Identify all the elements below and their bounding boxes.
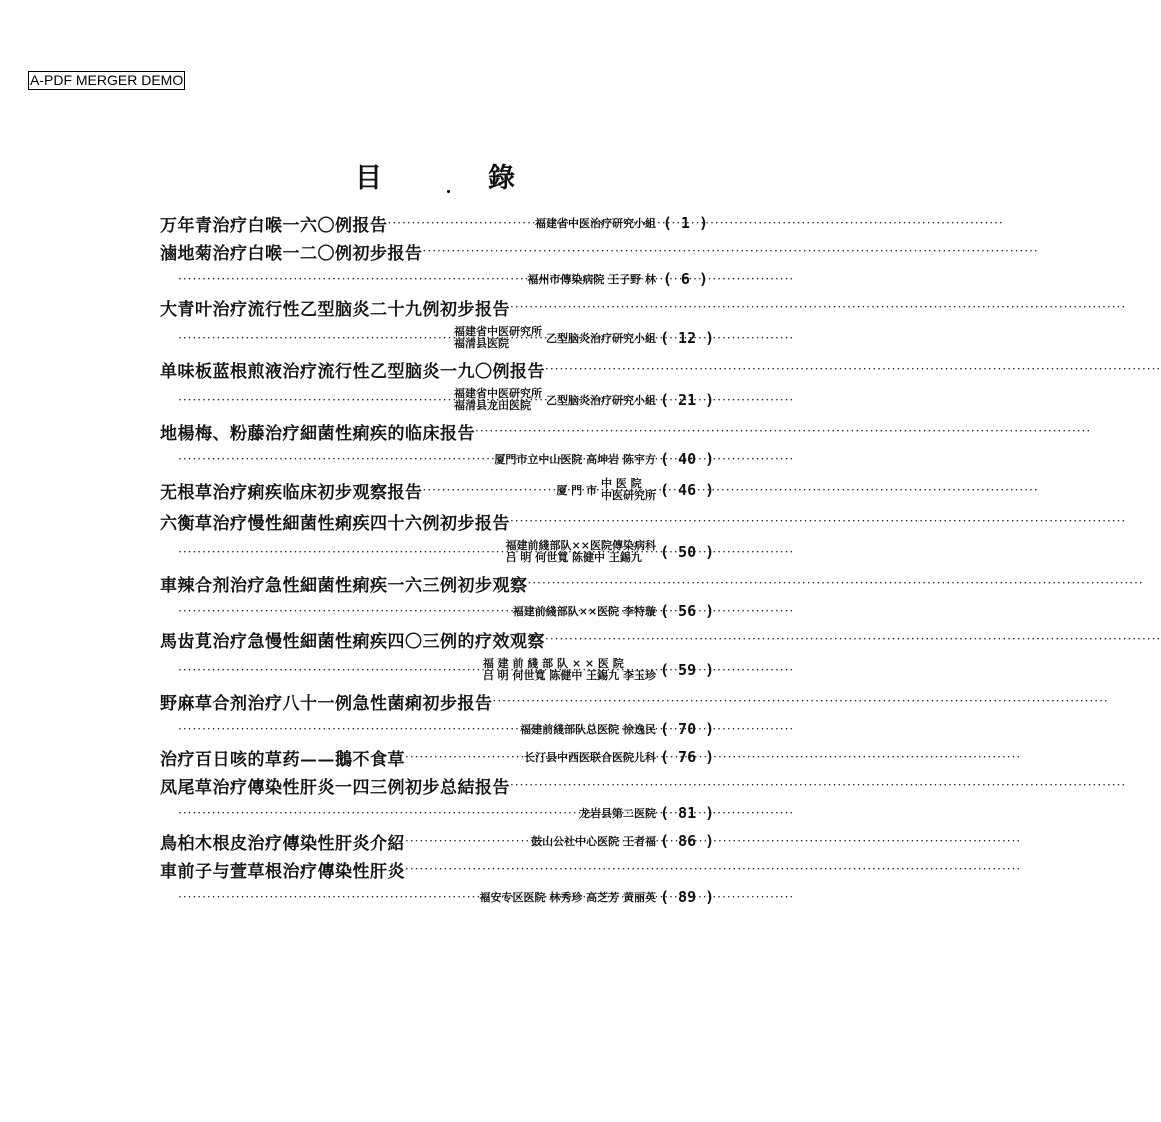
toc-entry-page: ( 76 ) [660,748,715,766]
toc-entry-page: ( 86 ) [660,832,715,850]
toc-entry-detail [160,653,715,687]
dot-leader [510,300,600,314]
toc-entry[interactable] [160,237,708,265]
author-line: 福建省中医治疗研究小組 [535,217,656,230]
dot-leader [178,890,480,904]
table-of-contents [160,209,715,911]
dot-leader [405,750,524,764]
dot-leader [528,576,618,590]
toc-entry-title[interactable]: 馬齿莧治疗急慢性細菌性痢疾四〇三例的疗效观察 [160,631,545,652]
author-stack [483,658,656,682]
author-line: 福清县龙田医院 [454,399,531,412]
toc-entry[interactable] [160,473,715,507]
toc-entry-authors [494,451,660,467]
dot-leader [178,452,494,466]
author-line: 鼓山公社中心医院 王者福 [531,835,656,848]
toc-entry-authors [483,658,660,682]
dot-leader [510,514,600,528]
dot-leader [545,362,635,376]
dot-leader [510,778,600,792]
toc-entry-title[interactable]: 六衡草治疗慢性細菌性痢疾四十六例初步报告 [160,513,510,534]
toc-entry-title[interactable]: 单味板蓝根煎液治疗流行性乙型脑炎一九〇例报告 [160,361,545,382]
author-line: 厦門市立中山医院 高坤岩 陈宇方 [494,453,656,466]
dot-leader [405,834,531,848]
toc-entry-page: ( 1 ) [662,214,708,232]
author-stack [506,540,656,564]
toc-entry-authors [531,833,660,849]
toc-entry-title[interactable]: 无根草治疗痢疾临床初步观察报告 [160,482,423,503]
toc-entry-detail [160,597,715,625]
dot-leader [178,393,454,407]
dot-leader [423,244,513,258]
toc-entry[interactable] [160,417,708,445]
author-line: 福清县医院 [454,337,509,350]
toc-entry-title[interactable]: 万年青治疗白喉一六〇例报告 [160,215,388,236]
toc-entry-page: ( 50 ) [660,543,715,561]
toc-entry-title[interactable]: 鳥桕木根皮治疗傳染性肝炎介紹 [160,833,405,854]
toc-entry-page: ( 81 ) [660,804,715,822]
toc-entry[interactable] [160,625,708,653]
toc-entry[interactable] [160,209,708,237]
toc-entry[interactable] [160,355,708,383]
toc-entry-detail [160,799,715,827]
toc-entry-authors [520,721,660,737]
watermark-label: A-PDF MERGER DEMO [30,72,184,88]
toc-entry[interactable] [160,855,708,883]
dot-leader [493,694,583,708]
toc-entry-detail [160,715,715,743]
toc-entry-page: ( 56 ) [660,602,715,620]
dot-leader [405,862,495,876]
toc-entry[interactable] [160,687,708,715]
toc-entry-detail [160,265,708,293]
toc-entry-title[interactable]: 地楊梅、粉藤治疗細菌性痢疾的临床报告 [160,423,475,444]
dot-leader [423,483,557,497]
toc-entry-title[interactable]: 治疗百日咳的草药——鵝不食草 [160,749,405,770]
toc-entry[interactable] [160,827,715,855]
toc-entry-title[interactable]: 大青叶治疗流行性乙型脑炎二十九例初步报告 [160,299,510,320]
author-line: 福建前綫部队××医院傳染病科 [505,539,656,552]
toc-entry-title[interactable]: 野麻草合剂治疗八十一例急性菌痢初步报告 [160,693,493,714]
dot-leader [178,722,520,736]
author-stack [601,478,656,502]
toc-entry-page: ( 40 ) [660,450,715,468]
author-line: 福安专区医院 林秀珍 高芝芳 黄丽英 [479,891,656,904]
toc-entry-title[interactable]: 車辣合剂治疗急性細菌性痢疾一六三例初步观察 [160,575,528,596]
author-line: 龙岩县第二医院 [579,807,656,820]
author-line: 福建省中医研究所 [454,325,542,338]
author-line: 中医研究所 [601,489,656,502]
toc-entry-authors [480,889,661,905]
toc-entry-authors [454,388,660,412]
author-line: 厦 門 市 [556,484,597,497]
toc-entry-page: ( 70 ) [660,720,715,738]
author-line: 福 建 前 綫 部 队 × × 医 院 [482,657,624,670]
dot-leader [178,663,483,677]
author-line: 福建前綫部队××医院 李特璇 [512,605,656,618]
dot-leader [475,424,565,438]
toc-entry-detail [160,883,715,911]
toc-entry-authors [524,749,660,765]
author-stack [454,388,542,412]
dot-leader [178,545,506,559]
toc-entry[interactable] [160,293,708,321]
page-title [355,156,515,195]
title-char: 錄 [488,163,515,194]
toc-entry[interactable] [160,771,708,799]
toc-entry-authors [535,215,660,231]
dot-leader [178,806,579,820]
toc-entry-authors [454,326,660,350]
toc-entry[interactable] [160,507,708,535]
author-line: 吕 明 何世寬 陈健中 王錫九 [505,551,642,564]
dot-leader [178,331,454,345]
author-line: 中 医 院 [601,477,642,490]
toc-entry-detail [160,445,715,473]
toc-entry-detail [160,383,715,417]
author-line: 乙型脑炎治疗研究小組 [546,332,656,345]
author-line: 吕 明 何世寬 陈健中 王錫九 李玉珍 [482,669,656,682]
toc-entry-title[interactable]: 凤尾草治疗傳染性肝炎一四三例初步总結报告 [160,777,510,798]
author-line: 乙型脑炎治疗研究小組 [546,394,656,407]
author-line: 长汀县中西医联合医院儿科 [524,751,656,764]
toc-entry[interactable] [160,743,715,771]
toc-entry-detail [160,535,715,569]
author-line: 福建前綫部队总医院 徐逸民 [520,723,656,736]
decorative-dot [447,190,450,193]
toc-entry-title[interactable]: 滷地菊治疗白喉一二〇例初步报告 [160,243,423,264]
toc-entry-page: ( 6 ) [662,270,708,288]
author-line: 福州市傳染病院 王子野 林 [527,273,656,286]
author-stack [454,326,542,350]
toc-entry-detail [160,321,715,355]
toc-entry-page: ( 21 ) [660,391,715,409]
toc-entry-authors [527,271,660,287]
title-char: 目 [355,163,382,194]
dot-leader [178,604,513,618]
toc-entry-page: ( 46 ) [660,481,715,499]
toc-entry-page: ( 89 ) [660,888,715,906]
toc-entry-page: ( 59 ) [660,661,715,679]
toc-entry-authors [556,478,660,502]
toc-entry[interactable] [160,569,708,597]
dot-leader [178,272,527,286]
toc-entry-authors [579,805,660,821]
toc-entry-title[interactable]: 車前子与萱草根治疗傳染性肝炎 [160,861,405,882]
toc-entry-page: ( 12 ) [660,329,715,347]
dot-leader [388,216,536,230]
toc-entry-authors [513,603,660,619]
dot-leader [545,632,635,646]
author-line: 福建省中医研究所 [454,387,542,400]
toc-entry-authors [506,540,660,564]
